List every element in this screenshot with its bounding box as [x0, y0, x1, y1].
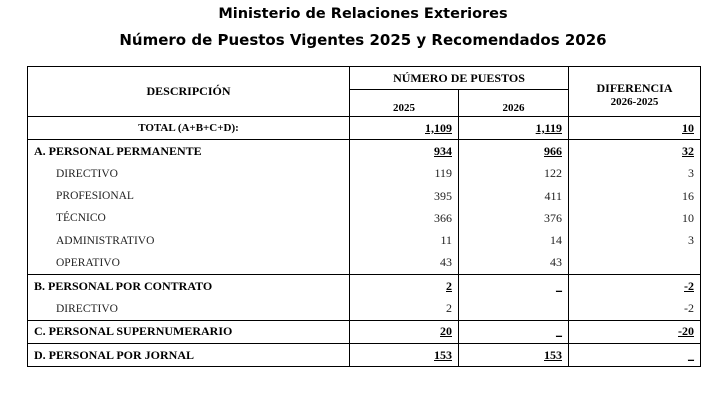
- row-diff: 3: [688, 166, 694, 181]
- row-diff: 32: [682, 143, 694, 158]
- row-label: A. PERSONAL PERMANENTE: [34, 143, 202, 158]
- row-label: B. PERSONAL POR CONTRATO: [34, 278, 213, 293]
- row-label: DIRECTIVO: [56, 302, 118, 315]
- table-row: [28, 275, 701, 298]
- document-title: Ministerio de Relaciones Exteriores: [218, 6, 508, 22]
- row-label: D. PERSONAL POR JORNAL: [34, 347, 195, 362]
- header-numero-puestos: NÚMERO DE PUESTOS: [350, 67, 569, 90]
- header-diferencia-range: 2026-2025: [610, 96, 659, 108]
- row-label: C. PERSONAL SUPERNUMERARIO: [34, 324, 233, 339]
- table-row: [28, 320, 701, 343]
- total-2025: 1,109: [425, 120, 452, 135]
- row-2026: 122: [544, 166, 562, 181]
- row-2026: 411: [544, 188, 562, 203]
- row-label: PROFESIONAL: [56, 190, 134, 203]
- row-2025: 2: [446, 301, 452, 316]
- table-body: [28, 140, 701, 367]
- row-2025: 153: [434, 347, 452, 362]
- row-2026: 966: [544, 143, 562, 158]
- table-row: [28, 252, 701, 275]
- row-diff: -2: [684, 278, 694, 293]
- header-year-2025: 2025: [350, 90, 459, 117]
- row-2025: 11: [440, 233, 452, 248]
- row-2025: 934: [434, 143, 452, 158]
- table-header-row: [28, 67, 701, 90]
- row-diff: 16: [682, 188, 694, 203]
- table-row: [28, 297, 701, 320]
- table-row: [28, 343, 701, 366]
- row-label: OPERATIVO: [56, 256, 120, 269]
- row-label: ADMINISTRATIVO: [56, 234, 155, 247]
- header-diferencia-label: DIFERENCIA: [596, 81, 673, 95]
- table-row: [28, 163, 701, 185]
- row-diff: 10: [682, 210, 694, 225]
- table-row: [28, 229, 701, 251]
- row-label: DIRECTIVO: [56, 167, 118, 180]
- row-diff: -2: [684, 301, 694, 316]
- total-2026: 1,119: [535, 120, 562, 135]
- row-2026: 43: [550, 255, 562, 270]
- row-diff: -20: [678, 324, 694, 339]
- header-diferencia: [569, 67, 701, 117]
- row-diff: 3: [688, 233, 694, 248]
- positions-table: [27, 66, 701, 367]
- row-2026: 14: [550, 233, 562, 248]
- row-2026: 376: [544, 210, 562, 225]
- document-subtitle: Número de Puestos Vigentes 2025 y Recomendados 2026: [119, 31, 607, 49]
- total-row: [28, 117, 701, 140]
- row-2026: _: [556, 278, 562, 293]
- row-2025: 43: [440, 255, 452, 270]
- row-label: TÉCNICO: [56, 212, 106, 225]
- row-2026: _: [556, 324, 562, 339]
- table-row: [28, 140, 701, 163]
- total-diff: 10: [682, 120, 694, 135]
- table-row: [28, 207, 701, 229]
- row-2025: 2: [446, 278, 452, 293]
- row-2025: 366: [434, 210, 452, 225]
- table-row: [28, 185, 701, 207]
- row-2025: 119: [434, 166, 452, 181]
- total-label: TOTAL (A+B+C+D):: [28, 117, 350, 140]
- row-2026: 153: [544, 347, 562, 362]
- header-descripcion: DESCRIPCIÓN: [28, 67, 350, 117]
- row-2025: 20: [440, 324, 452, 339]
- row-diff: _: [688, 347, 694, 362]
- row-2025: 395: [434, 188, 452, 203]
- header-year-2026: 2026: [459, 90, 569, 117]
